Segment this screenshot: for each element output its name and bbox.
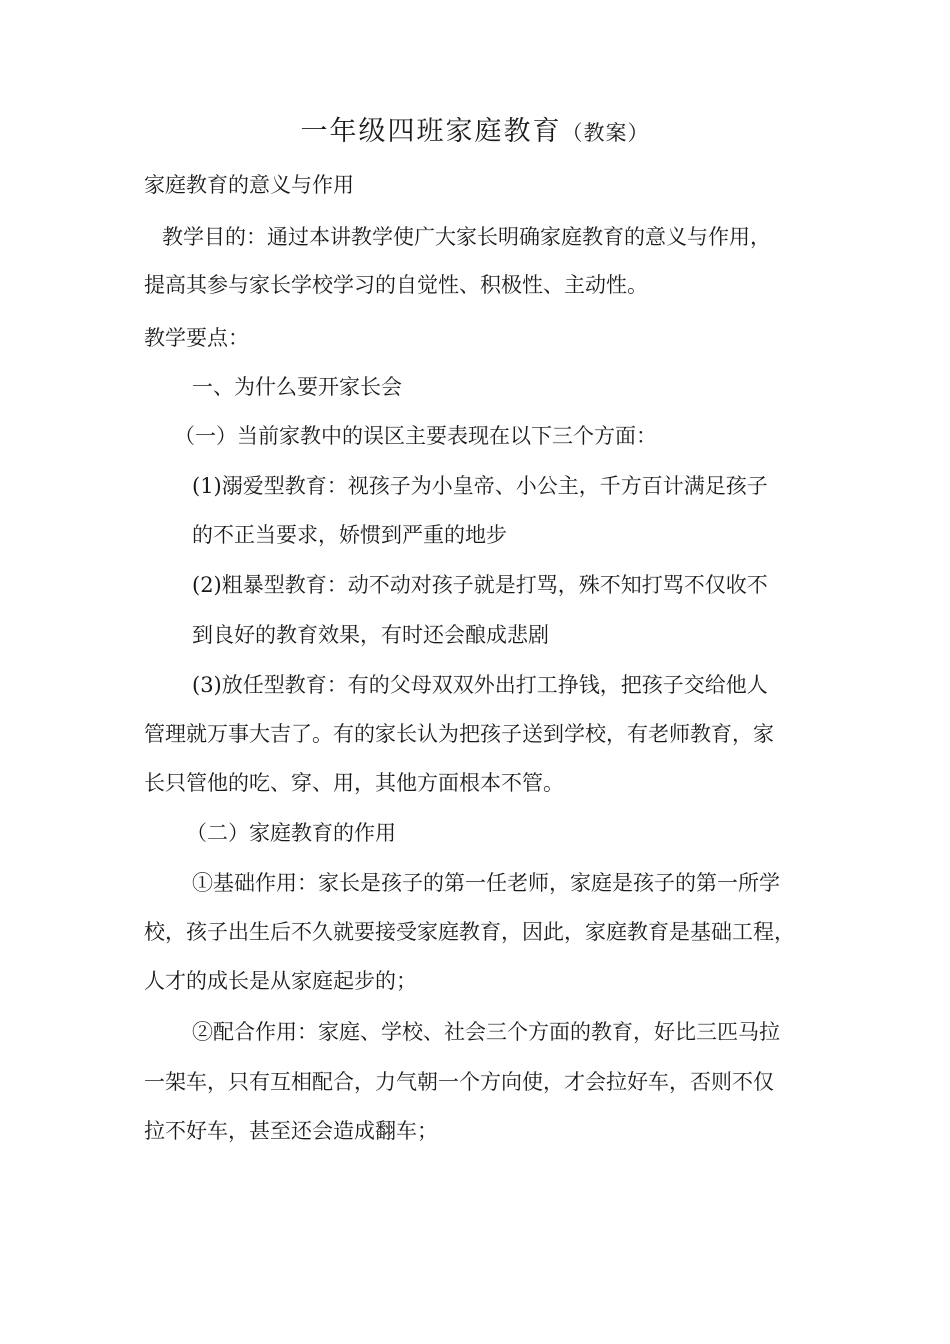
item3-line-3: 长只管他的吃、穿、用，其他方面根本不管。: [144, 771, 564, 795]
role1-line-3: 人才的成长是从家庭起步的；: [144, 969, 417, 993]
item1-line-1: (1)溺爱型教育：视孩子为小皇帝、小公主，千方百计满足孩子: [192, 474, 768, 498]
document-title: [0, 112, 950, 153]
purpose-line-2: 提高其参与家长学校学习的自觉性、积极性、主动性。: [144, 273, 648, 297]
role2-line-3: 拉不好车，甚至还会造成翻车；: [144, 1119, 438, 1143]
section1-heading: 一、为什么要开家长会: [192, 375, 402, 399]
purpose-line-1: 教学目的：通过本讲教学使广大家长明确家庭教育的意义与作用，: [162, 225, 771, 249]
sub1-heading: （一）当前家教中的误区主要表现在以下三个方面：: [174, 424, 657, 448]
item1-line-2: 的不正当要求，娇惯到严重的地步: [192, 523, 507, 547]
item3-line-2: 管理就万事大吉了。有的家长认为把孩子送到学校，有老师教育，家: [144, 722, 774, 746]
role1-line-1: ①基础作用：家长是孩子的第一任老师，家庭是孩子的第一所学: [192, 871, 780, 895]
item3-line-1: (3)放任型教育：有的父母双双外出打工挣钱，把孩子交给他人: [192, 673, 768, 697]
title-note: （教案）: [561, 121, 650, 145]
role2-line-2: 一架车，只有互相配合，力气朝一个方向使，才会拉好车，否则不仅: [144, 1070, 774, 1094]
title-main: 一年级四班家庭教育: [300, 116, 562, 147]
item2-line-2: 到良好的教育效果，有时还会酿成悲剧: [192, 623, 549, 647]
role1-line-2: 校，孩子出生后不久就要接受家庭教育，因此，家庭教育是基础工程，: [144, 920, 795, 944]
subtitle: 家庭教育的意义与作用: [144, 173, 354, 197]
role2-line-1: ②配合作用：家庭、学校、社会三个方面的教育，好比三匹马拉: [192, 1020, 780, 1044]
key-points-label: 教学要点：: [144, 326, 249, 350]
sub2-heading: （二）家庭教育的作用: [186, 821, 396, 845]
item2-line-1: (2)粗暴型教育：动不动对孩子就是打骂，殊不知打骂不仅收不: [192, 573, 768, 597]
